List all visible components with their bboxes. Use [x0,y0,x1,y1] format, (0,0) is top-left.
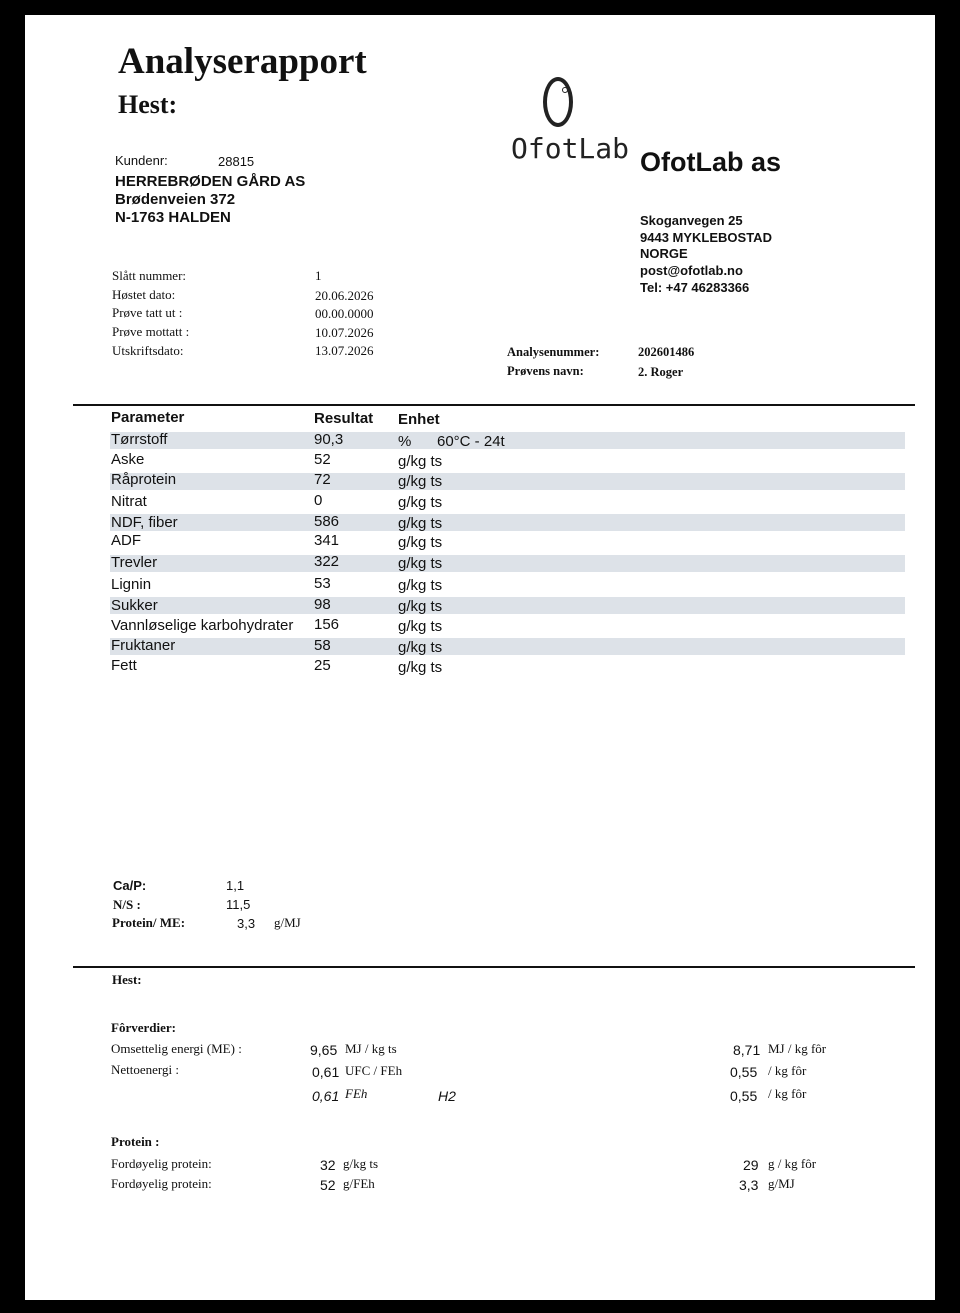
digestible-protein-unit-me: g/MJ [768,1176,795,1191]
digestible-protein-unit: g/FEh [343,1176,375,1191]
row-parameter: Aske [111,451,145,468]
row-result: 322 [314,553,340,570]
net-energy-value-feh: 0,61 [312,1088,340,1104]
row-unit: g/kg ts [398,577,443,594]
sample-info-label: Høstet dato: [112,287,176,302]
row-note: 60°C - 24t [437,433,505,450]
energy-unit-feed: MJ / kg fôr [768,1041,827,1056]
table-header-result: Resultat [314,410,374,427]
ratio-label: Protein/ ME: [112,915,186,930]
divider [73,404,915,406]
net-energy-unit: UFC / FEh [345,1063,403,1078]
row-parameter: Vannløselige karbohydrater [111,617,294,634]
net-energy-value: 0,61 [312,1064,340,1080]
sample-name: 2. Roger [638,365,684,379]
lab-city: 9443 MYKLEBOSTAD [640,230,772,245]
row-unit: g/kg ts [398,659,443,676]
sample-info-value: 1 [315,268,322,283]
ratio-value: 11,5 [226,897,251,912]
net-energy-unit-feed: / kg fôr [768,1063,807,1078]
row-result: 156 [314,616,340,633]
energy-value: 9,65 [310,1042,338,1058]
row-parameter: Nitrat [111,493,147,510]
digestible-protein-label: Fordøyelig protein: [111,1156,212,1171]
page-title: Analyserapport [118,41,367,82]
report-page [25,15,935,1300]
sample-info-label: Slått nummer: [112,268,187,283]
customer-number-label: Kundenr: [115,153,168,168]
row-unit: g/kg ts [398,598,443,615]
lab-email: post@ofotlab.no [640,263,743,278]
ratio-label: N/S : [113,897,141,912]
sample-info-label: Prøve mottatt : [112,324,190,339]
row-parameter: Råprotein [111,471,177,488]
row-parameter: NDF, fiber [111,514,178,531]
row-unit: g/kg ts [398,473,443,490]
row-result: 53 [314,575,331,592]
lab-logo-icon [543,77,573,127]
customer-street: Brødenveien 372 [115,191,236,208]
customer-city: N-1763 HALDEN [115,209,231,226]
row-result: 72 [314,471,331,488]
row-result: 341 [314,532,340,549]
digestible-protein-value: 32 [320,1157,336,1173]
sample-info-label: Prøve tatt ut : [112,305,183,320]
row-shading [110,473,905,490]
digestible-protein-value-feed: 29 [743,1157,759,1173]
page-subtitle: Hest: [118,90,178,119]
row-result: 586 [314,513,340,530]
ratio-unit: g/MJ [274,915,301,930]
net-energy-unit-feh: FEh [345,1086,368,1101]
sample-name-label: Prøvens navn: [507,364,584,378]
sample-info-value: 20.06.2026 [315,288,374,303]
digestible-protein-label: Fordøyelig protein: [111,1176,212,1191]
table-header-unit: Enhet [398,411,440,428]
row-parameter: Fruktaner [111,637,176,654]
lab-logo-text: OfotLab [511,132,630,165]
row-unit: g/kg ts [398,515,443,532]
lab-phone: Tel: +47 46283366 [640,280,750,295]
row-result: 0 [314,492,323,509]
sample-info-value: 13.07.2026 [315,343,374,358]
digestible-protein-value-me: 3,3 [739,1177,759,1193]
row-parameter: Tørrstoff [111,431,168,448]
lab-street: Skoganvegen 25 [640,213,743,228]
row-result: 25 [314,657,331,674]
net-energy-label: Nettoenergi : [111,1062,179,1077]
row-unit: g/kg ts [398,618,443,635]
ratio-value: 3,3 [237,916,256,931]
row-unit: g/kg ts [398,534,443,551]
analysis-number: 202601486 [638,345,695,359]
row-shading [110,432,905,449]
net-energy-unit-feed-2: / kg fôr [768,1086,807,1101]
row-shading [110,514,905,531]
row-unit: g/kg ts [398,494,443,511]
analysis-number-label: Analysenummer: [507,345,600,359]
lab-logo-dot-icon [562,87,568,93]
divider [73,966,915,968]
row-result: 98 [314,596,331,613]
digestible-protein-unit: g/kg ts [343,1156,379,1171]
row-parameter: Fett [111,657,137,674]
row-unit: % [398,433,412,450]
row-parameter: Trevler [111,554,158,571]
row-result: 90,3 [314,431,344,448]
lab-name: OfotLab as [640,147,782,177]
row-shading [110,597,905,614]
protein-title: Protein : [111,1134,160,1149]
row-parameter: Sukker [111,597,158,614]
digestible-protein-value: 52 [320,1177,336,1193]
net-energy-value-feed-2: 0,55 [730,1088,758,1104]
customer-name: HERREBRØDEN GÅRD AS [115,173,306,190]
net-energy-h2: H2 [438,1088,456,1104]
row-result: 52 [314,451,331,468]
energy-unit: MJ / kg ts [345,1041,397,1056]
energy-value-feed: 8,71 [733,1042,761,1058]
table-header-parameter: Parameter [111,409,185,426]
sample-info-value: 10.07.2026 [315,325,374,340]
section-title-horse: Hest: [112,972,142,987]
row-shading [110,555,905,572]
sample-info-value: 00.00.0000 [315,306,374,321]
net-energy-value-feed: 0,55 [730,1064,758,1080]
customer-number: 28815 [218,154,255,169]
row-unit: g/kg ts [398,453,443,470]
lab-country: NORGE [640,246,688,261]
row-unit: g/kg ts [398,555,443,572]
ratio-value: 1,1 [226,878,245,893]
feed-values-title: Fôrverdier: [111,1020,176,1035]
row-unit: g/kg ts [398,639,443,656]
sample-info-label: Utskriftsdato: [112,343,184,358]
ratio-label: Ca/P: [113,878,147,893]
row-shading [110,638,905,655]
row-parameter: ADF [111,532,141,549]
digestible-protein-unit-feed: g / kg fôr [768,1156,817,1171]
row-parameter: Lignin [111,576,152,593]
row-result: 58 [314,637,331,654]
energy-label: Omsettelig energi (ME) : [111,1041,242,1056]
